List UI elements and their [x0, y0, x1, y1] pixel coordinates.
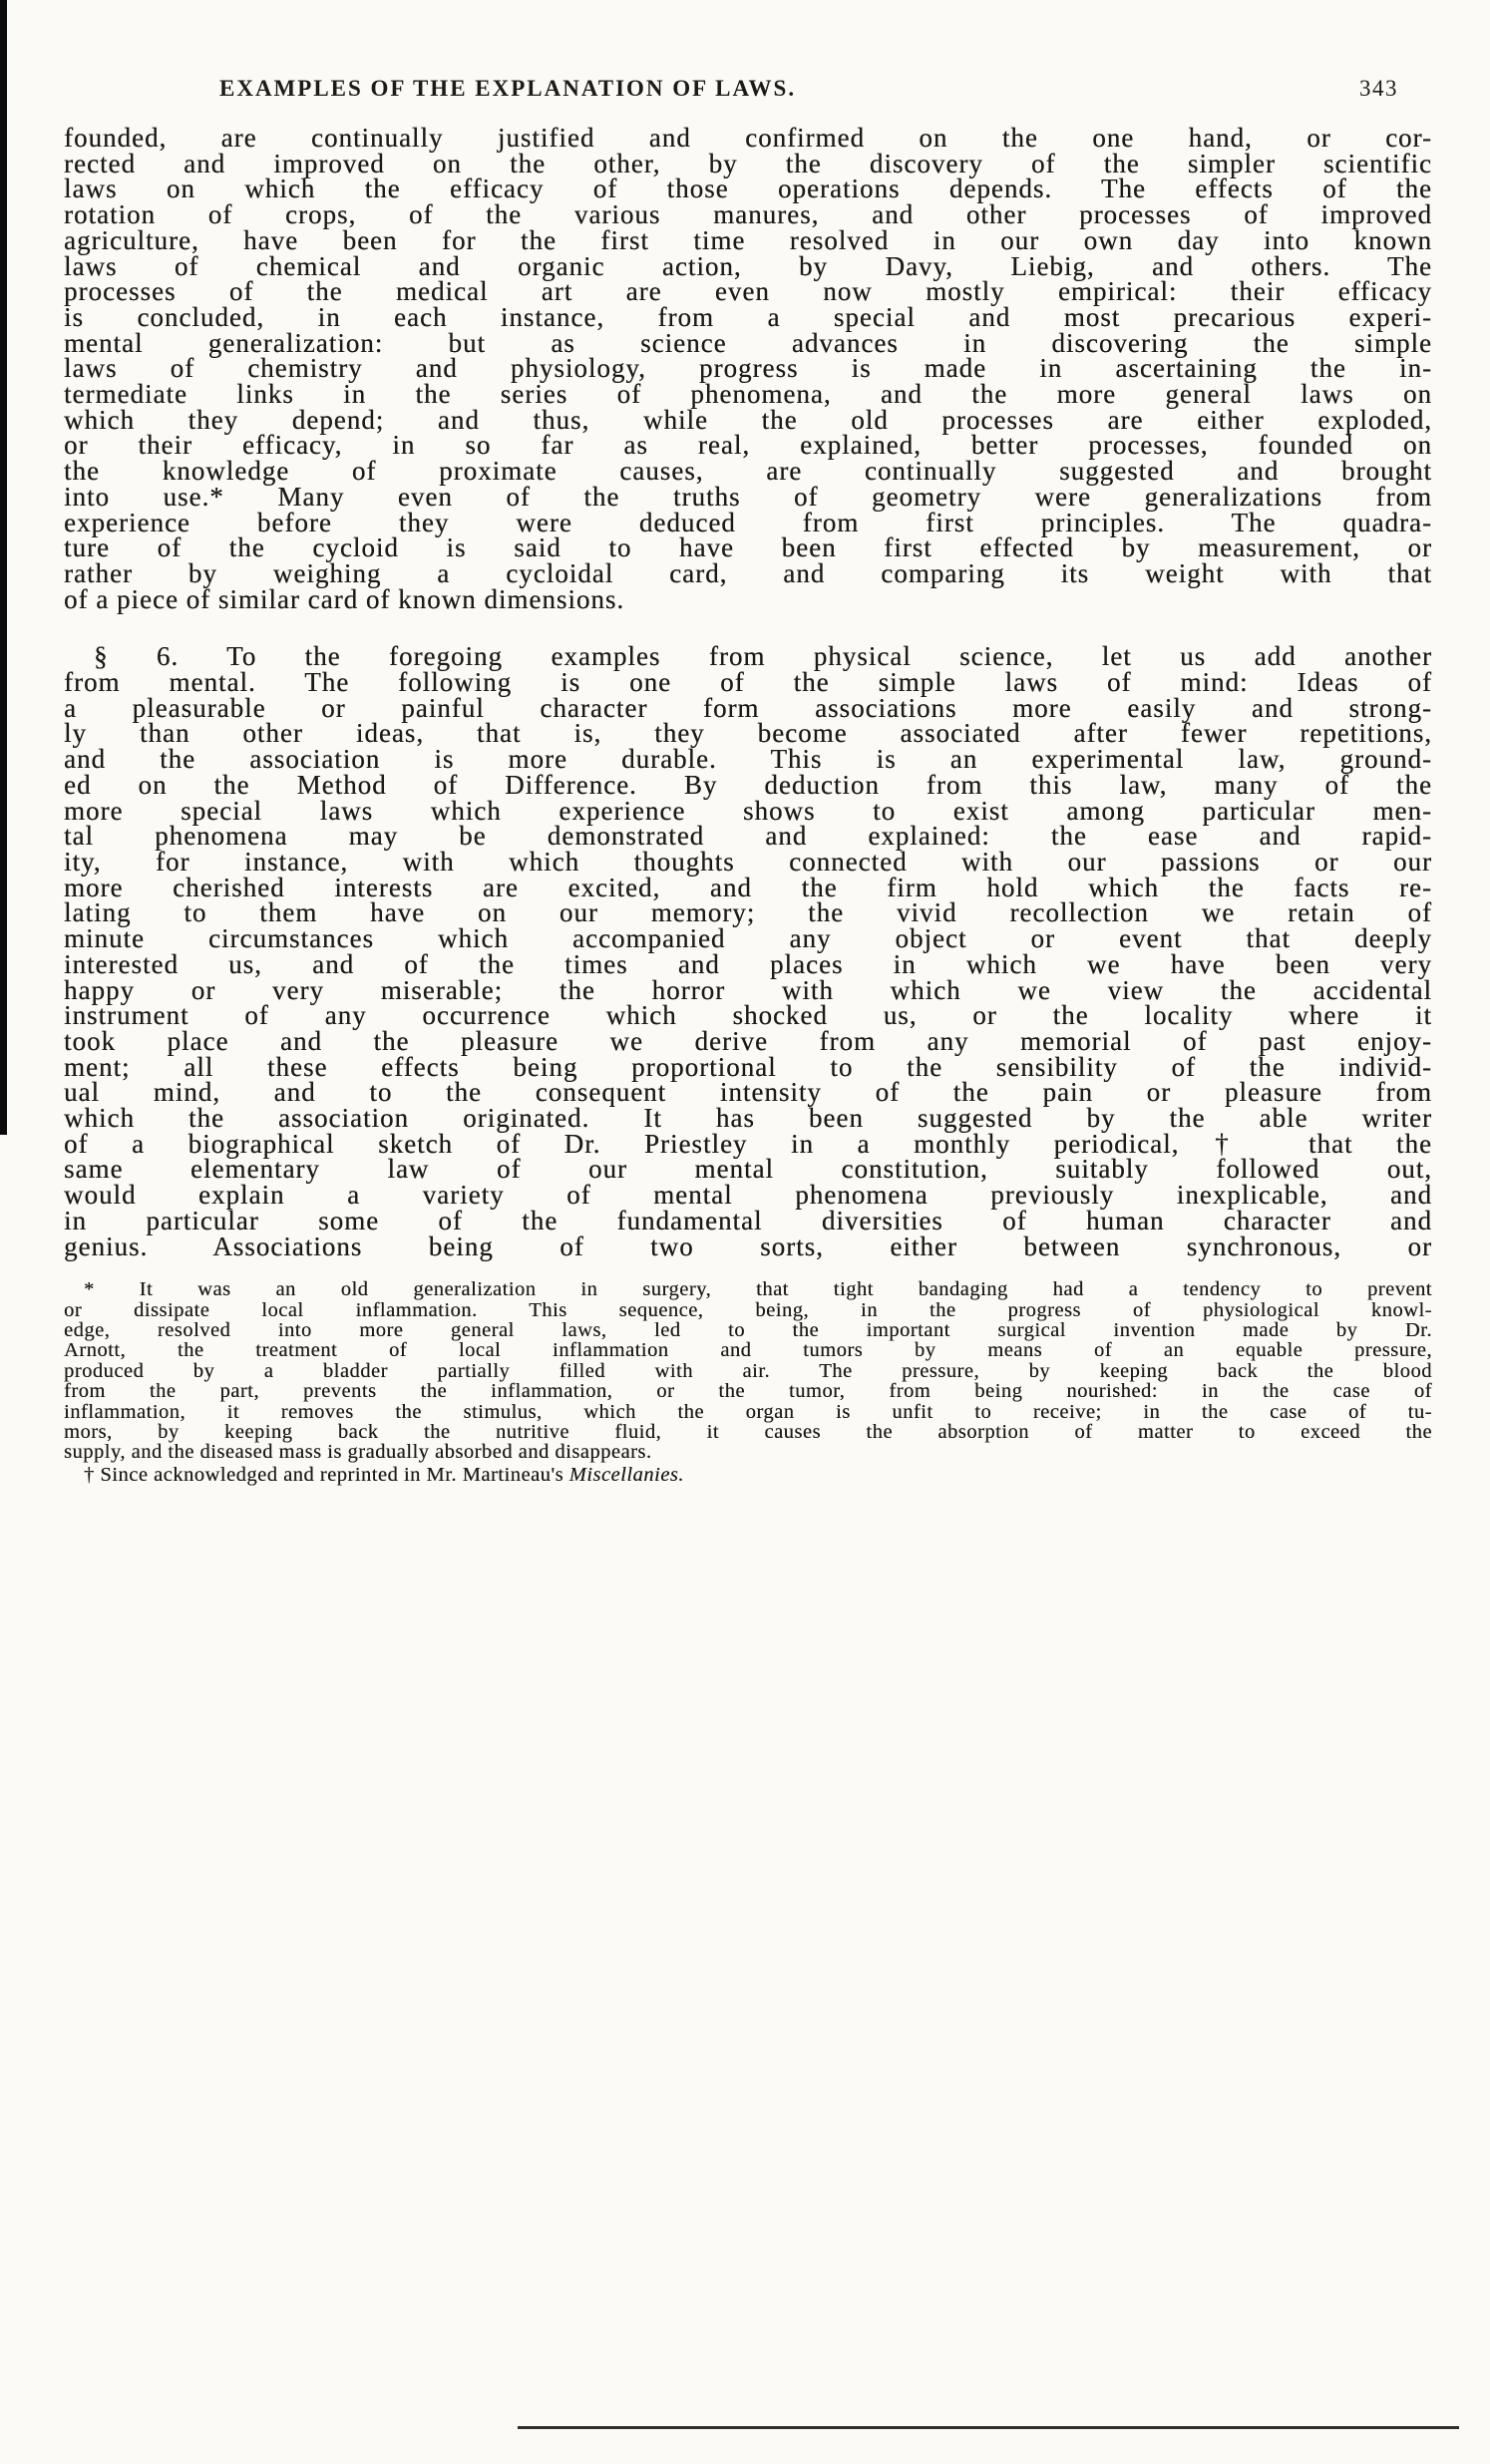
- text-line: same elementary law of our mental constitution, suitably followed out,: [64, 1154, 1432, 1185]
- text-line: rotation of crops, of the various manures, and other processes of improved: [64, 199, 1432, 230]
- text-line: Arnott, the treatment of local inflammation and tumors by means of an equable pressure,: [64, 1339, 1432, 1362]
- text-line: and the association is more durable. This is an experimental law, ground-: [64, 744, 1432, 775]
- text-line: ly than other ideas, that is, they become associated after fewer repetitions,: [64, 718, 1432, 749]
- text-line: in particular some of the fundamental diversities of human character and: [64, 1205, 1432, 1235]
- text-line: laws on which the efficacy of those operations depends. The effects of the: [64, 174, 1432, 204]
- text-line: lating to them have on our memory; the vivid recollection we retain of: [64, 897, 1432, 928]
- text-line: from the part, prevents the inflammation, or the tumor, from being nourished: in the case of: [64, 1380, 1432, 1403]
- text-line: ed on the Method of Difference. By deduction from this law, many of the: [64, 769, 1432, 800]
- scan-binding-edge: [0, 0, 7, 1135]
- paragraph-section-6: [64, 641, 1432, 1261]
- footnote-asterisk: [64, 1279, 1432, 1463]
- page-header: [64, 76, 1432, 106]
- text-line: rected and improved on the other, by the discovery of the simpler scientific: [64, 148, 1432, 178]
- text-line: interested us, and of the times and places in which we have been very: [64, 948, 1432, 979]
- text-line: laws of chemistry and physiology, progress is made in ascertaining the in-: [64, 353, 1432, 384]
- page-text-column: [64, 76, 1432, 1485]
- paragraph-continued-from-previous-page: [64, 123, 1432, 614]
- scan-artifact-rule: [518, 2426, 1459, 2429]
- footnotes-block: [64, 1279, 1432, 1485]
- text-line: mors, by keeping back the nutritive fluid, it causes the absorption of matter to exceed the: [64, 1421, 1432, 1444]
- text-line: rather by weighing a cycloidal card, and comparing its weight with that: [64, 557, 1432, 588]
- text-line: § 6. To the foregoing examples from physical science, let us add another: [94, 641, 1432, 672]
- text-line: ture of the cycloid is said to have been first effected by measurement, or: [64, 532, 1432, 563]
- text-line: took place and the pleasure we derive from any memorial of past enjoy-: [64, 1025, 1432, 1056]
- footnote-dagger-work-title: Miscellanies.: [568, 1463, 684, 1486]
- text-line: founded, are continually justified and confirmed on the one hand, or cor-: [64, 123, 1432, 153]
- text-line: instrument of any occurrence which shocked us, or the locality where it: [64, 1000, 1432, 1031]
- text-line: minute circumstances which accompanied any object or event that deeply: [64, 923, 1432, 954]
- page-number: 343: [1359, 76, 1398, 101]
- text-line: produced by a bladder partially filled with air. The pressure, by keeping back the blood: [64, 1359, 1432, 1382]
- text-line: more cherished interests are excited, and the firm hold which the facts re-: [64, 872, 1432, 902]
- footnote-dagger-text: † Since acknowledged and reprinted in Mr. Martineau's: [84, 1463, 569, 1486]
- text-line: edge, resolved into more general laws, led to the important surgical invention made by Dr.: [64, 1319, 1432, 1342]
- text-line: the knowledge of proximate causes, are continually suggested and brought: [64, 456, 1432, 487]
- text-line: tal phenomena may be demonstrated and explained: the ease and rapid-: [64, 821, 1432, 852]
- text-line: inflammation, it removes the stimulus, which the organ is unfit to receive; in the case of tu-: [64, 1400, 1432, 1423]
- text-line: ment; all these effects being proportional to the sensibility of the individ-: [64, 1051, 1432, 1082]
- text-line: into use.* Many even of the truths of geometry were generalizations from: [64, 481, 1432, 512]
- footnote-dagger: [64, 1465, 1432, 1485]
- text-line: or their efficacy, in so far as real, explained, better processes, founded on: [64, 430, 1432, 461]
- text-line: agriculture, have been for the first time resolved in our own day into known: [64, 224, 1432, 255]
- text-line: of a biographical sketch of Dr. Priestley in a monthly periodical,† that the: [64, 1128, 1432, 1159]
- text-line: happy or very miserable; the horror with which we view the accidental: [64, 974, 1432, 1005]
- text-line: genius. Associations being of two sorts, either between synchronous, or: [64, 1231, 1432, 1261]
- text-line: laws of chemical and organic action, by Davy, Liebig, and others. The: [64, 250, 1432, 281]
- text-line: which they depend; and thus, while the old processes are either exploded,: [64, 404, 1432, 435]
- text-line: of a piece of similar card of known dimensions.: [64, 583, 625, 614]
- text-line: ual mind, and to the consequent intensity of the pain or pleasure from: [64, 1077, 1432, 1108]
- running-header-title: EXAMPLES OF THE EXPLANATION OF LAWS.: [219, 76, 797, 101]
- text-line: experience before they were deduced from first principles. The quadra-: [64, 507, 1432, 537]
- text-line: processes of the medical art are even now mostly empirical: their efficacy: [64, 276, 1432, 307]
- text-line: is concluded, in each instance, from a special and most precarious experi-: [64, 301, 1432, 332]
- text-line: more special laws which experience shows to exist among particular men-: [64, 795, 1432, 826]
- text-line: ity, for instance, with which thoughts connected with our passions or our: [64, 846, 1432, 877]
- text-line: which the association originated. It has been suggested by the able writer: [64, 1103, 1432, 1134]
- text-line: from mental. The following is one of the simple laws of mind: Ideas of: [64, 667, 1432, 698]
- text-line: termediate links in the series of phenomena, and the more general laws on: [64, 379, 1432, 410]
- text-line: * It was an old generalization in surgery, that tight bandaging had a tendency to prevent: [84, 1278, 1432, 1301]
- text-line: would explain a variety of mental phenomena previously inexplicable, and: [64, 1180, 1432, 1211]
- text-line: or dissipate local inflammation. This sequence, being, in the progress of physiological knowl-: [64, 1298, 1432, 1321]
- text-line: a pleasurable or painful character form associations more easily and strong-: [64, 692, 1432, 723]
- text-line: supply, and the diseased mass is gradually absorbed and disappears.: [64, 1441, 652, 1464]
- text-line: mental generalization: but as science advances in discovering the simple: [64, 327, 1432, 358]
- main-text: [64, 123, 1432, 1261]
